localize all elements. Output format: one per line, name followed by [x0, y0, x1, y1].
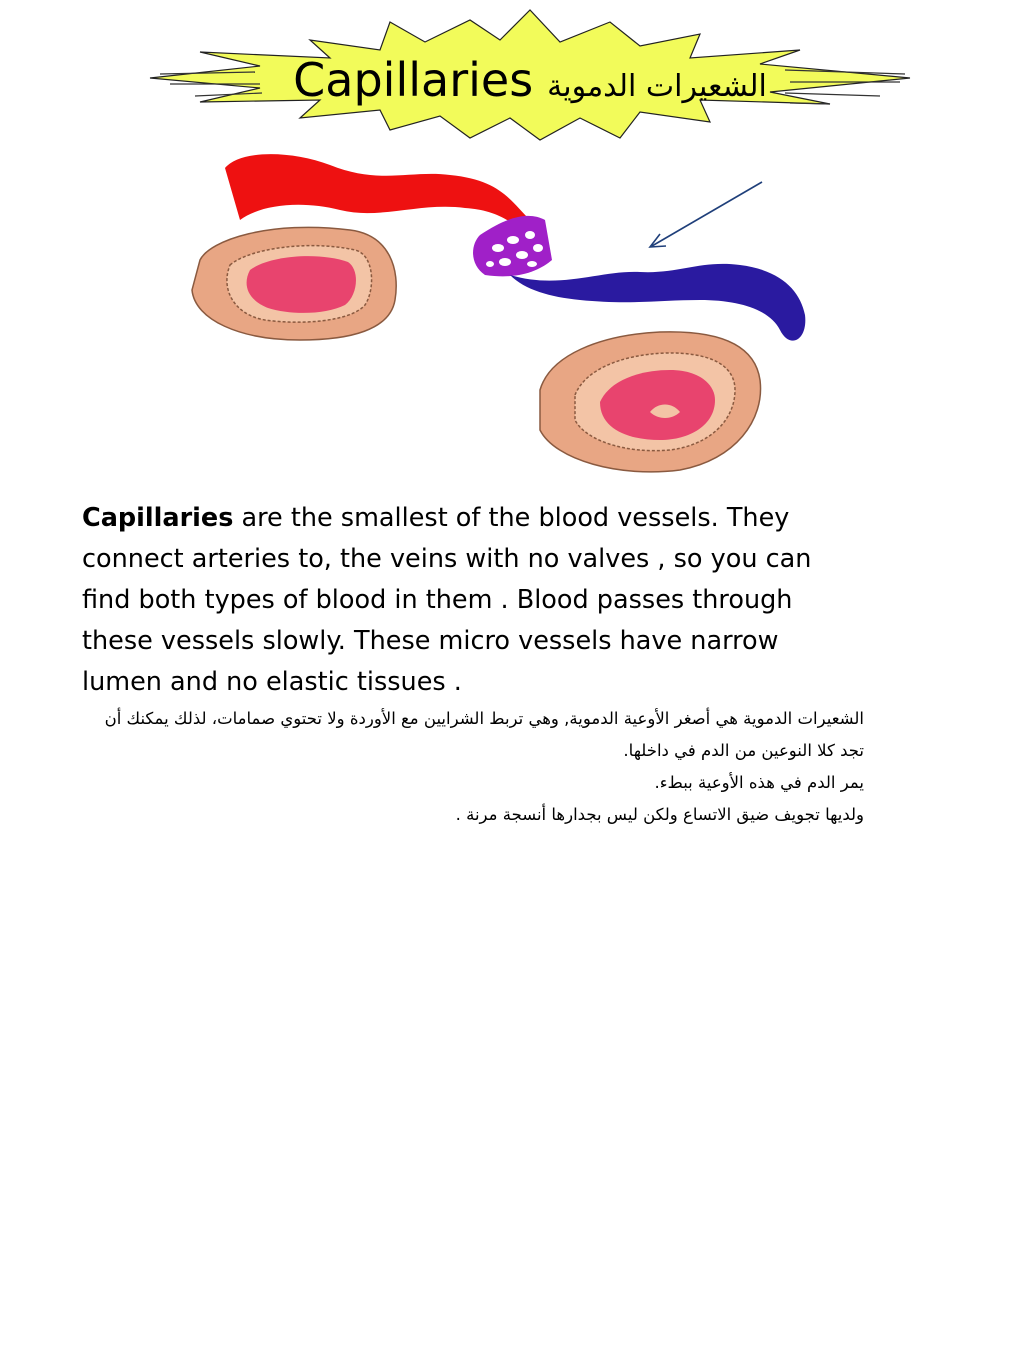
page-title	[0, 52, 1024, 115]
vein-cross-section	[540, 332, 761, 472]
arabic-line: ولديها تجويف ضيق الاتساع ولكن ليس بجدارها أنسجة مرنة .	[455, 805, 864, 824]
artery-cross-section	[192, 227, 396, 340]
arabic-line: الشعيرات الدموية هي أصغر الأوعية الدموية, وهي تربط الشرايين مع الأوردة ولا تحتوي صمامات، لذلك يمكنك أن تجد كلا النوعين من الدم في داخلها.	[104, 709, 864, 760]
bold-term: Capillaries	[82, 503, 234, 533]
english-body: are the smallest of the blood vessels. They connect arteries to, the veins with no valves , so you can find both types of blood in them . Blood passes through these vessels slowly. These micro vessels have narrow lumen and no elastic tissues .	[82, 503, 812, 697]
english-paragraph	[82, 498, 862, 703]
arabic-paragraph	[100, 703, 864, 831]
title-arabic: الشعيرات الدموية	[547, 69, 767, 104]
pointer-arrow	[650, 182, 762, 247]
artery-tube	[225, 154, 535, 240]
arabic-line: يمر الدم في هذه الأوعية ببطء.	[654, 773, 864, 792]
vein-tube	[510, 264, 805, 341]
capillary-network	[473, 216, 552, 276]
capillary-diagram	[180, 140, 820, 485]
title-english: Capillaries	[293, 53, 534, 107]
